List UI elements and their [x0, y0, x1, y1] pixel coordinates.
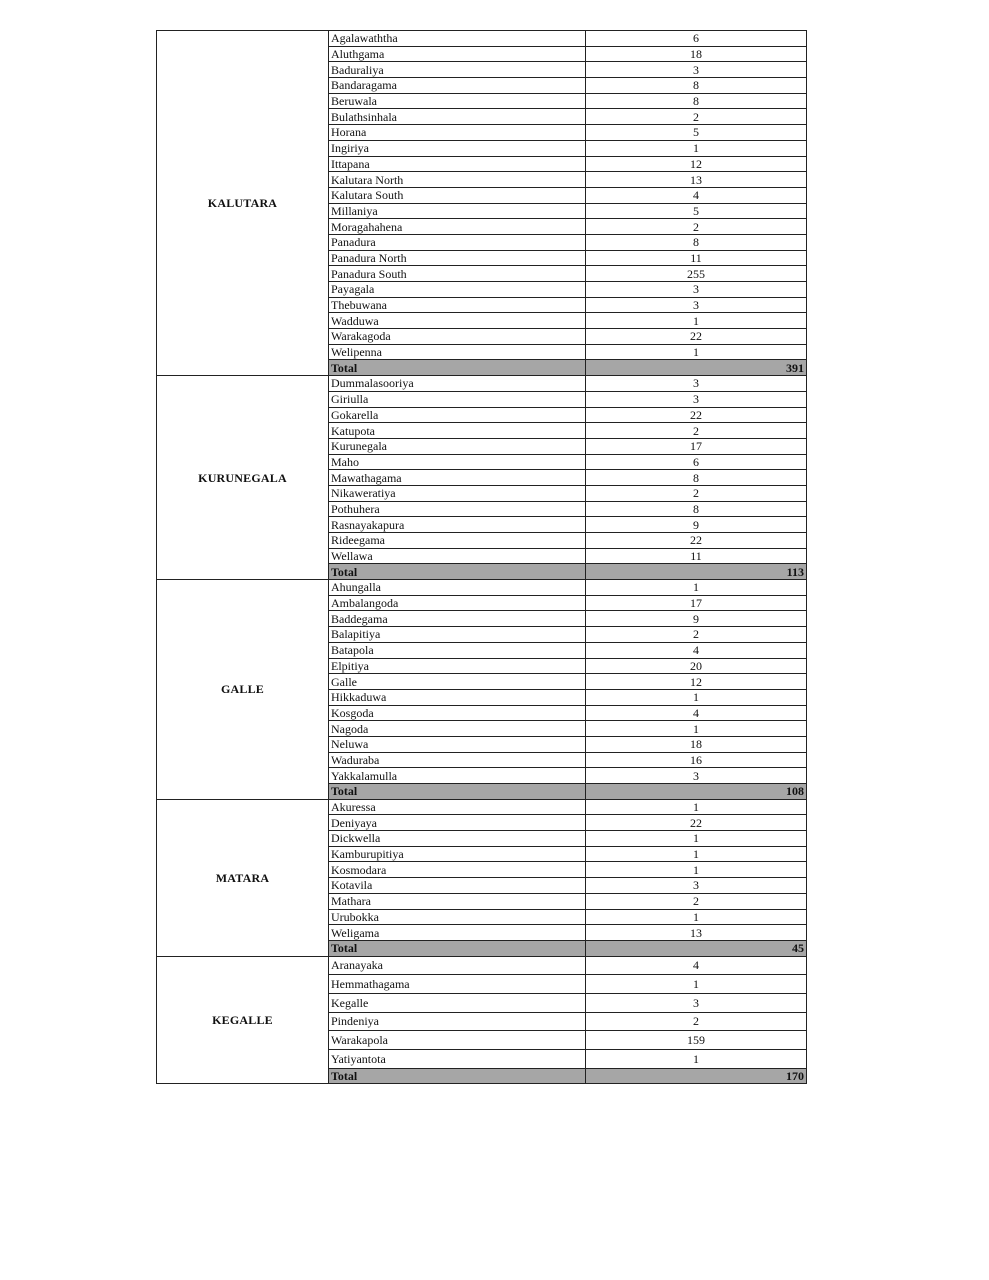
area-count: 3 [586, 993, 807, 1012]
area-count: 4 [586, 956, 807, 975]
area-count: 2 [586, 627, 807, 643]
area-count: 11 [586, 250, 807, 266]
area-name: Kosmodara [329, 862, 586, 878]
area-name: Moragahahena [329, 219, 586, 235]
area-count: 17 [586, 438, 807, 454]
area-name: Payagala [329, 282, 586, 298]
area-count: 2 [586, 109, 807, 125]
area-name: Bandaragama [329, 78, 586, 94]
area-name: Ingiriya [329, 140, 586, 156]
area-count: 1 [586, 721, 807, 737]
area-count: 3 [586, 376, 807, 392]
area-count: 22 [586, 329, 807, 345]
area-name: Horana [329, 125, 586, 141]
area-count: 13 [586, 925, 807, 941]
area-count: 8 [586, 501, 807, 517]
area-name: Ahungalla [329, 580, 586, 596]
area-name: Yatiyantota [329, 1050, 586, 1069]
area-name: Millaniya [329, 203, 586, 219]
area-name: Weligama [329, 925, 586, 941]
area-count: 22 [586, 533, 807, 549]
area-name: Elpitiya [329, 658, 586, 674]
area-count: 20 [586, 658, 807, 674]
area-name: Kurunegala [329, 438, 586, 454]
area-count: 2 [586, 423, 807, 439]
area-name: Gokarella [329, 407, 586, 423]
area-count: 2 [586, 1012, 807, 1031]
area-count: 1 [586, 831, 807, 847]
area-name: Welipenna [329, 344, 586, 360]
area-count: 18 [586, 736, 807, 752]
area-count: 8 [586, 93, 807, 109]
area-count: 6 [586, 31, 807, 47]
area-count: 3 [586, 62, 807, 78]
area-count: 12 [586, 156, 807, 172]
area-count: 1 [586, 1050, 807, 1069]
area-count: 1 [586, 799, 807, 815]
area-name: Warakapola [329, 1031, 586, 1050]
table-row [157, 31, 807, 47]
area-name: Yakkalamulla [329, 768, 586, 784]
district-area-table [156, 30, 807, 1084]
area-name: Pindeniya [329, 1012, 586, 1031]
area-count: 159 [586, 1031, 807, 1050]
area-name: Nikaweratiya [329, 485, 586, 501]
area-name: Galle [329, 674, 586, 690]
area-count: 5 [586, 203, 807, 219]
total-value: 45 [586, 940, 807, 956]
area-count: 1 [586, 313, 807, 329]
area-count: 4 [586, 187, 807, 203]
district-group [157, 956, 807, 1084]
area-count: 3 [586, 391, 807, 407]
area-count: 1 [586, 909, 807, 925]
area-count: 2 [586, 219, 807, 235]
area-name: Balapitiya [329, 627, 586, 643]
table-row [157, 376, 807, 392]
area-name: Mathara [329, 893, 586, 909]
area-name: Panadura [329, 234, 586, 250]
area-count: 8 [586, 78, 807, 94]
area-name: Waduraba [329, 752, 586, 768]
area-name: Hemmathagama [329, 975, 586, 994]
area-count: 1 [586, 689, 807, 705]
area-name: Wadduwa [329, 313, 586, 329]
area-count: 4 [586, 642, 807, 658]
area-name: Kalutara North [329, 172, 586, 188]
total-value: 170 [586, 1068, 807, 1084]
total-label: Total [329, 784, 586, 800]
area-count: 1 [586, 344, 807, 360]
area-name: Dummalasooriya [329, 376, 586, 392]
total-value: 108 [586, 784, 807, 800]
area-name: Giriulla [329, 391, 586, 407]
area-count: 13 [586, 172, 807, 188]
table-row [157, 580, 807, 596]
total-label: Total [329, 940, 586, 956]
area-name: Akuressa [329, 799, 586, 815]
area-count: 3 [586, 768, 807, 784]
area-name: Baduraliya [329, 62, 586, 78]
district-group [157, 580, 807, 800]
area-count: 9 [586, 517, 807, 533]
area-count: 12 [586, 674, 807, 690]
area-name: Beruwala [329, 93, 586, 109]
total-value: 113 [586, 564, 807, 580]
district-group [157, 799, 807, 956]
area-name: Batapola [329, 642, 586, 658]
total-label: Total [329, 1068, 586, 1084]
area-name: Panadura South [329, 266, 586, 282]
area-count: 11 [586, 548, 807, 564]
area-name: Agalawaththa [329, 31, 586, 47]
area-name: Kamburupitiya [329, 846, 586, 862]
area-count: 3 [586, 878, 807, 894]
area-name: Neluwa [329, 736, 586, 752]
total-label: Total [329, 564, 586, 580]
total-value: 391 [586, 360, 807, 376]
area-name: Kotavila [329, 878, 586, 894]
area-name: Wellawa [329, 548, 586, 564]
total-label: Total [329, 360, 586, 376]
area-count: 1 [586, 140, 807, 156]
area-name: Dickwella [329, 831, 586, 847]
area-count: 16 [586, 752, 807, 768]
area-name: Maho [329, 454, 586, 470]
area-count: 3 [586, 282, 807, 298]
area-name: Rasnayakapura [329, 517, 586, 533]
area-count: 4 [586, 705, 807, 721]
area-count: 9 [586, 611, 807, 627]
district-name: KALUTARA [157, 31, 329, 376]
area-name: Kalutara South [329, 187, 586, 203]
area-name: Thebuwana [329, 297, 586, 313]
area-name: Mawathagama [329, 470, 586, 486]
area-count: 2 [586, 893, 807, 909]
area-count: 17 [586, 595, 807, 611]
area-name: Panadura North [329, 250, 586, 266]
district-name: KEGALLE [157, 956, 329, 1084]
area-name: Rideegama [329, 533, 586, 549]
area-count: 2 [586, 485, 807, 501]
area-count: 1 [586, 580, 807, 596]
area-count: 255 [586, 266, 807, 282]
area-count: 1 [586, 846, 807, 862]
area-count: 3 [586, 297, 807, 313]
area-name: Bulathsinhala [329, 109, 586, 125]
area-name: Katupota [329, 423, 586, 439]
area-count: 8 [586, 234, 807, 250]
area-name: Aranayaka [329, 956, 586, 975]
area-count: 6 [586, 454, 807, 470]
area-name: Ittapana [329, 156, 586, 172]
area-name: Urubokka [329, 909, 586, 925]
district-group [157, 376, 807, 580]
area-name: Hikkaduwa [329, 689, 586, 705]
area-count: 22 [586, 407, 807, 423]
area-count: 22 [586, 815, 807, 831]
area-count: 5 [586, 125, 807, 141]
table-row [157, 956, 807, 975]
area-name: Ambalangoda [329, 595, 586, 611]
area-count: 1 [586, 975, 807, 994]
area-name: Aluthgama [329, 46, 586, 62]
district-group [157, 31, 807, 376]
area-name: Warakagoda [329, 329, 586, 345]
area-count: 1 [586, 862, 807, 878]
district-name: MATARA [157, 799, 329, 956]
area-count: 8 [586, 470, 807, 486]
area-name: Kegalle [329, 993, 586, 1012]
area-name: Deniyaya [329, 815, 586, 831]
area-name: Kosgoda [329, 705, 586, 721]
area-name: Pothuhera [329, 501, 586, 517]
table-row [157, 799, 807, 815]
area-count: 18 [586, 46, 807, 62]
area-name: Nagoda [329, 721, 586, 737]
district-name: KURUNEGALA [157, 376, 329, 580]
district-name: GALLE [157, 580, 329, 800]
area-name: Baddegama [329, 611, 586, 627]
